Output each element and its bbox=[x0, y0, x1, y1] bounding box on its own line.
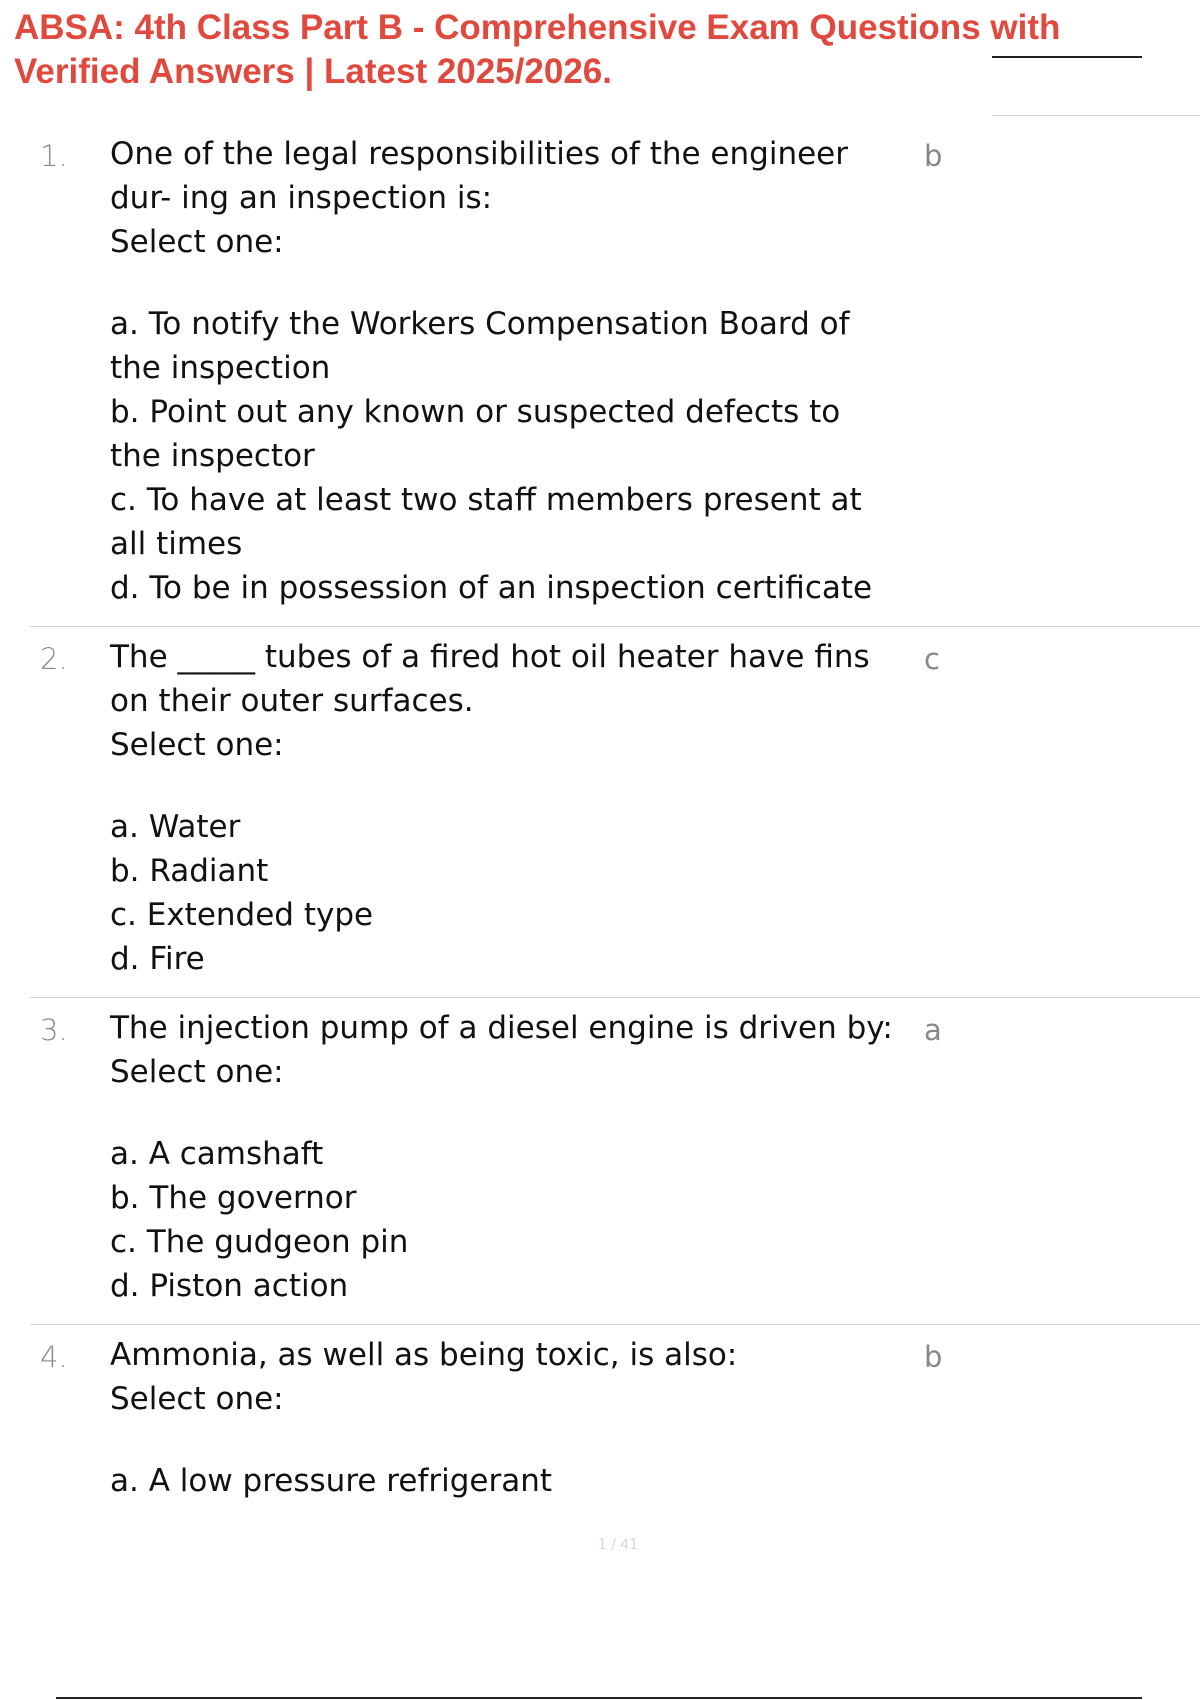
select-one-label: Select one: bbox=[110, 727, 284, 763]
option-a: a. To notify the Workers Compensation Board of the inspection bbox=[110, 306, 850, 386]
question-text: The _____ tubes of a fired hot oil heater have fins on their outer surfaces. bbox=[110, 639, 870, 719]
question-number: 2. bbox=[40, 642, 68, 676]
option-a: a. A camshaft bbox=[110, 1136, 324, 1172]
option-list bbox=[110, 1459, 900, 1503]
answer-key: c bbox=[924, 642, 940, 676]
document-title: ABSA: 4th Class Part B - Comprehensive Exam Questions with Verified Answers | Latest 2025/2026. bbox=[14, 8, 1061, 91]
answer-key: b bbox=[924, 139, 943, 173]
question-text: Ammonia, as well as being toxic, is also: bbox=[110, 1337, 738, 1373]
question-list bbox=[0, 124, 1200, 1519]
option-list bbox=[110, 1132, 900, 1308]
option-c: c. Extended type bbox=[110, 897, 374, 933]
footer-rule bbox=[56, 1697, 1142, 1699]
option-a: a. A low pressure refrigerant bbox=[110, 1463, 553, 1499]
option-c: c. The gudgeon pin bbox=[110, 1224, 409, 1260]
select-one-label: Select one: bbox=[110, 1054, 284, 1090]
question-body bbox=[110, 1333, 900, 1503]
question-item bbox=[30, 1325, 1200, 1519]
question-number: 3. bbox=[40, 1013, 68, 1047]
option-d: d. Piston action bbox=[110, 1268, 349, 1304]
answer-key: b bbox=[924, 1340, 943, 1374]
select-one-label: Select one: bbox=[110, 1381, 284, 1417]
question-body bbox=[110, 132, 900, 610]
option-d: d. To be in possession of an inspection certificate bbox=[110, 570, 873, 606]
question-item bbox=[30, 998, 1200, 1325]
question-body bbox=[110, 635, 900, 981]
option-c: c. To have at least two staff members present at all times bbox=[110, 482, 862, 562]
question-item bbox=[30, 627, 1200, 998]
question-text: One of the legal responsibilities of the engineer dur- ing an inspection is: bbox=[110, 136, 848, 216]
option-b: b. Point out any known or suspected defects to the inspector bbox=[110, 394, 841, 474]
title-underline bbox=[992, 56, 1142, 58]
option-list bbox=[110, 805, 900, 981]
option-b: b. The governor bbox=[110, 1180, 357, 1216]
page-number: 1 / 41 bbox=[597, 1537, 639, 1553]
answer-key: a bbox=[924, 1013, 942, 1047]
option-b: b. Radiant bbox=[110, 853, 269, 889]
question-number: 1. bbox=[40, 139, 68, 173]
option-a: a. Water bbox=[110, 809, 241, 845]
question-item bbox=[30, 124, 1200, 627]
title-divider bbox=[992, 115, 1200, 116]
option-d: d. Fire bbox=[110, 941, 205, 977]
question-text: The injection pump of a diesel engine is driven by: bbox=[110, 1010, 893, 1046]
question-body bbox=[110, 1006, 900, 1308]
option-list bbox=[110, 302, 900, 610]
select-one-label: Select one: bbox=[110, 224, 284, 260]
question-number: 4. bbox=[40, 1340, 68, 1374]
